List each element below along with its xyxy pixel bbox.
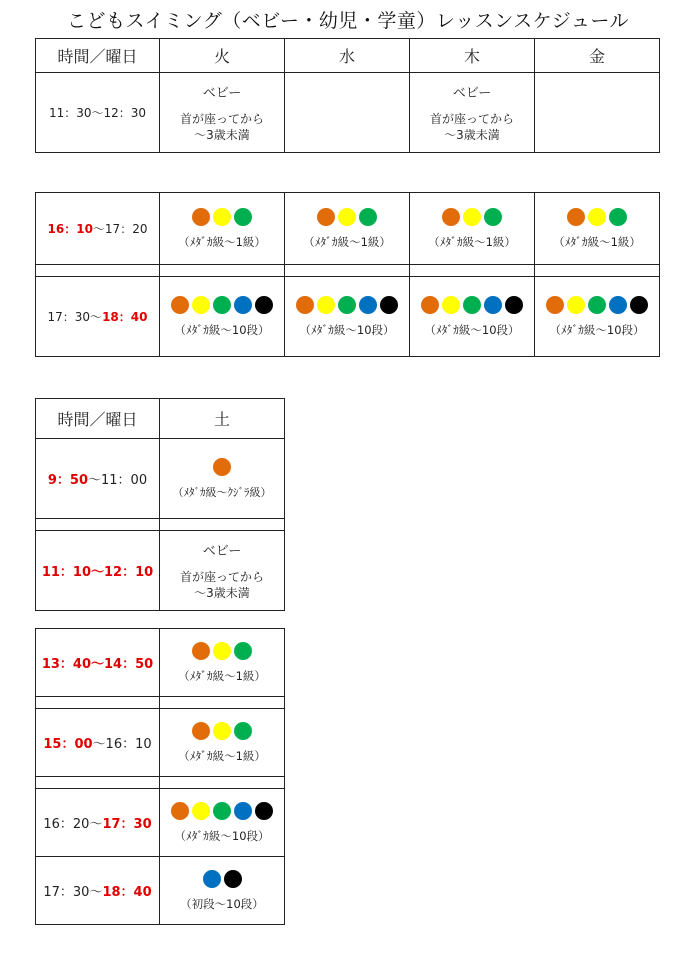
sat-time-4	[36, 709, 160, 777]
green-dot-icon	[213, 802, 231, 820]
time-red: 15：00	[43, 737, 93, 752]
orange-dot-icon	[171, 802, 189, 820]
baby-title: ベビー	[452, 85, 492, 101]
saturday-afternoon-table	[35, 628, 285, 925]
spacer-row	[36, 265, 660, 277]
orange-dot-icon	[567, 208, 585, 226]
baby-row	[36, 73, 660, 153]
time-rest: ～17：20	[92, 222, 148, 236]
orange-dot-icon	[171, 296, 189, 314]
level-label: （ﾒﾀﾞｶ級～1級）	[178, 668, 266, 683]
green-dot-icon	[588, 296, 606, 314]
orange-dot-icon	[192, 208, 210, 226]
blue-dot-icon	[234, 296, 252, 314]
green-dot-icon	[609, 208, 627, 226]
header-thu: 木	[410, 39, 535, 73]
level-dots	[535, 296, 659, 314]
header-fri: 金	[535, 39, 660, 73]
orange-dot-icon	[296, 296, 314, 314]
level-dots	[160, 642, 284, 660]
green-dot-icon	[484, 208, 502, 226]
green-dot-icon	[338, 296, 356, 314]
orange-dot-icon	[546, 296, 564, 314]
level-label: （ﾒﾀﾞｶ級～10段）	[424, 322, 520, 337]
level-dots	[410, 296, 534, 314]
level-label: （ﾒﾀﾞｶ級～10段）	[174, 322, 270, 337]
sat-cell-1	[160, 439, 285, 519]
slot1-cell-thu	[410, 193, 535, 265]
level-label: （ﾒﾀﾞｶ級～10段）	[549, 322, 645, 337]
orange-dot-icon	[442, 208, 460, 226]
yellow-dot-icon	[213, 722, 231, 740]
orange-dot-icon	[213, 458, 231, 476]
level-dots	[285, 208, 409, 226]
level-label: （初段～10段）	[180, 896, 264, 911]
slot1-row	[36, 193, 660, 265]
yellow-dot-icon	[463, 208, 481, 226]
baby-time: 11：30～12：30	[36, 73, 160, 153]
time-red: 13：40～14：50	[41, 657, 154, 672]
blue-dot-icon	[359, 296, 377, 314]
level-dots	[160, 802, 284, 820]
green-dot-icon	[213, 296, 231, 314]
green-dot-icon	[234, 722, 252, 740]
level-dots	[160, 296, 284, 314]
orange-dot-icon	[192, 722, 210, 740]
green-dot-icon	[359, 208, 377, 226]
page-title: こどもスイミング（ベビー・幼児・学童）レッスンスケジュール	[66, 10, 630, 32]
yellow-dot-icon	[213, 642, 231, 660]
level-dots	[160, 870, 284, 888]
blue-dot-icon	[609, 296, 627, 314]
orange-dot-icon	[421, 296, 439, 314]
yellow-dot-icon	[192, 802, 210, 820]
yellow-dot-icon	[567, 296, 585, 314]
time-rest: 17：30～	[47, 310, 103, 324]
level-label: （ﾒﾀﾞｶ級～1級）	[178, 748, 266, 763]
baby-cell-tue	[160, 73, 285, 153]
sat-row-6	[36, 857, 285, 925]
level-label: （ﾒﾀﾞｶ級～10段）	[174, 828, 270, 843]
time-red: 18：40	[102, 885, 152, 900]
slot1-cell-tue	[160, 193, 285, 265]
sat-cell-6	[160, 857, 285, 925]
baby-sub2: ～3歳未満	[194, 128, 250, 142]
sat-row-1	[36, 439, 285, 519]
time-red: 16：10	[47, 222, 93, 236]
slot2-cell-wed	[285, 277, 410, 357]
baby-sub1: 首が座ってから	[179, 569, 264, 584]
baby-title: ベビー	[202, 543, 242, 559]
time-red: 18：40	[102, 310, 148, 324]
weekday-baby-table	[35, 38, 660, 153]
spacer-row	[36, 777, 285, 789]
baby-cell-thu	[410, 73, 535, 153]
baby-sub2: ～3歳未満	[444, 128, 500, 142]
green-dot-icon	[234, 208, 252, 226]
baby-sub2: ～3歳未満	[194, 586, 250, 600]
black-dot-icon	[255, 296, 273, 314]
time-rest: 17：30～	[43, 885, 103, 900]
yellow-dot-icon	[338, 208, 356, 226]
slot2-time	[36, 277, 160, 357]
baby-sub1: 首が座ってから	[429, 111, 514, 126]
level-label: （ﾒﾀﾞｶ級～1級）	[178, 234, 266, 249]
sat-time-5	[36, 789, 160, 857]
level-dots	[410, 208, 534, 226]
sat-baby-cell	[160, 531, 285, 611]
slot1-cell-wed	[285, 193, 410, 265]
sat-cell-5	[160, 789, 285, 857]
yellow-dot-icon	[317, 296, 335, 314]
level-label: （ﾒﾀﾞｶ級～10段）	[299, 322, 395, 337]
orange-dot-icon	[192, 642, 210, 660]
sat-header-row	[36, 399, 285, 439]
yellow-dot-icon	[213, 208, 231, 226]
blue-dot-icon	[484, 296, 502, 314]
sat-time-2	[36, 531, 160, 611]
time-rest: 16：20～	[43, 817, 103, 832]
blue-dot-icon	[234, 802, 252, 820]
black-dot-icon	[224, 870, 242, 888]
level-dots	[535, 208, 659, 226]
green-dot-icon	[234, 642, 252, 660]
sat-row-3	[36, 629, 285, 697]
sat-cell-4	[160, 709, 285, 777]
slot2-cell-fri	[535, 277, 660, 357]
empty-cell-fri	[535, 73, 660, 153]
sat-cell-3	[160, 629, 285, 697]
slot2-row	[36, 277, 660, 357]
sat-row-4	[36, 709, 285, 777]
black-dot-icon	[255, 802, 273, 820]
baby-sub1: 首が座ってから	[179, 111, 264, 126]
sat-time-3	[36, 629, 160, 697]
header-sat: 土	[160, 399, 285, 439]
weekday-kids-table	[35, 192, 660, 357]
slot2-cell-tue	[160, 277, 285, 357]
saturday-morning-table	[35, 398, 285, 611]
yellow-dot-icon	[442, 296, 460, 314]
black-dot-icon	[630, 296, 648, 314]
sat-row-5	[36, 789, 285, 857]
time-red: 11：10～12：10	[41, 565, 154, 580]
level-label: （ﾒﾀﾞｶ級～ｸｼﾞﾗ級）	[172, 485, 272, 499]
time-red: 17：30	[102, 817, 152, 832]
empty-cell-wed	[285, 73, 410, 153]
spacer-row	[36, 519, 285, 531]
slot1-cell-fri	[535, 193, 660, 265]
sat-time-1	[36, 439, 160, 519]
sat-row-2	[36, 531, 285, 611]
time-red: 9：50	[47, 473, 89, 488]
slot2-cell-thu	[410, 277, 535, 357]
slot1-time	[36, 193, 160, 265]
time-rest: ～16：10	[92, 737, 152, 752]
blue-dot-icon	[203, 870, 221, 888]
level-dots	[160, 722, 284, 740]
orange-dot-icon	[317, 208, 335, 226]
black-dot-icon	[380, 296, 398, 314]
level-label: （ﾒﾀﾞｶ級～1級）	[303, 234, 391, 249]
time-rest: ～11：00	[88, 473, 148, 488]
header-time-day: 時間／曜日	[36, 399, 160, 439]
header-wed: 水	[285, 39, 410, 73]
header-tue: 火	[160, 39, 285, 73]
level-label: （ﾒﾀﾞｶ級～1級）	[428, 234, 516, 249]
level-dots	[160, 458, 284, 476]
spacer-row	[36, 697, 285, 709]
header-time-day: 時間／曜日	[36, 39, 160, 73]
level-dots	[285, 296, 409, 314]
yellow-dot-icon	[588, 208, 606, 226]
black-dot-icon	[505, 296, 523, 314]
green-dot-icon	[463, 296, 481, 314]
sat-time-6	[36, 857, 160, 925]
header-row	[36, 39, 660, 73]
level-label: （ﾒﾀﾞｶ級～1級）	[553, 234, 641, 249]
yellow-dot-icon	[192, 296, 210, 314]
level-dots	[160, 208, 284, 226]
baby-title: ベビー	[202, 85, 242, 101]
